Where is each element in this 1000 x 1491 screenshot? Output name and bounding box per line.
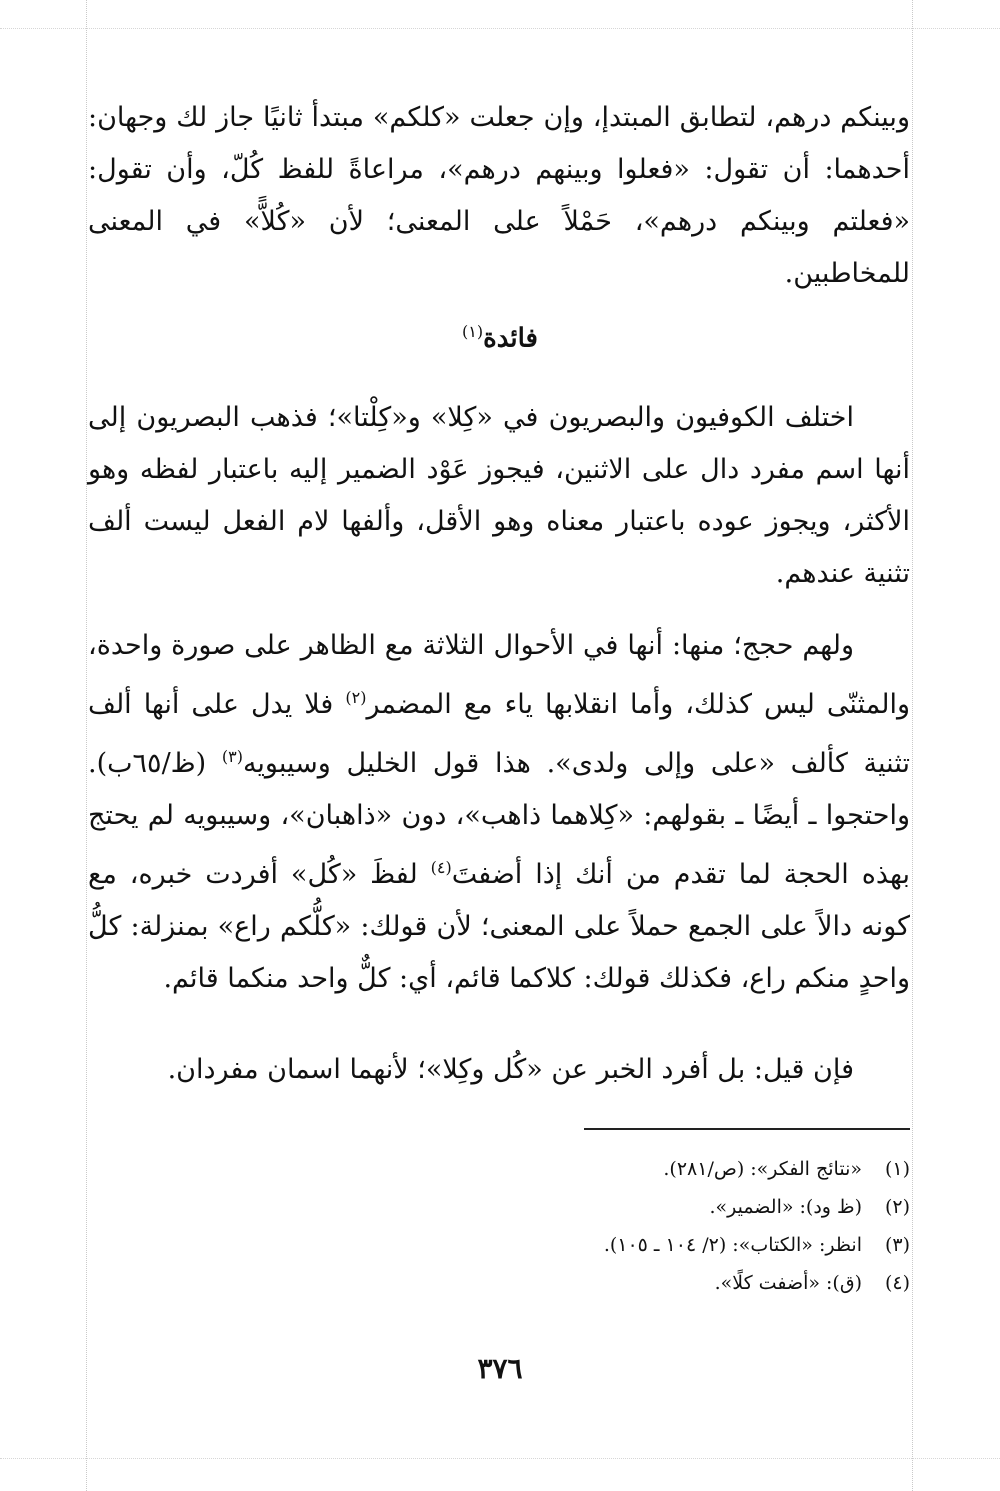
paragraph-disagreement bbox=[88, 392, 910, 600]
footnote-text: (ظ ود): «الضمير». bbox=[709, 1196, 862, 1218]
text-run: فلا يدل على أنها ألف تثنية كألف «على وإلى ولدى». هذا قول الخليل وسيبويه bbox=[88, 689, 910, 779]
text-run: لفظَ «كُل» أفردت خبره، مع كونه دالاً على الجمع حملاً على المعنى؛ لأن قولك: «كلُّكم راع» بمنزلة: كلُّ واحدٍ منكم راع، فكذلك قولك: كلاكما قائم، أي: كلٌّ واحد منكما قائم. bbox=[88, 859, 910, 994]
footnote-text: «نتائج الفكر»: (ص/٢٨١). bbox=[663, 1158, 862, 1180]
paragraph-text: وبينكم درهم، لتطابق المبتدإ، وإن جعلت «كلكم» مبتدأ ثانيًا جاز لك وجهان: أحدهما: أن تقول: «فعلوا وبينهم درهم»، مراعاةً للفظ كُلّ، وأن تقول: «فعلتم وبينكم درهم»، حَمْلاً على المعنى؛ لأن «كُلاًّ» في المعنى للمخاطبين. bbox=[88, 102, 910, 289]
footnote-number: (٤) bbox=[884, 1272, 910, 1294]
paragraph-arguments bbox=[88, 620, 910, 1005]
footnote-text: انظر: «الكتاب»: (٢/ ١٠٤ ـ ١٠٥). bbox=[603, 1234, 862, 1256]
scan-guide-line bbox=[0, 1458, 1000, 1459]
heading-text: فائدة bbox=[483, 323, 538, 354]
paragraph-text: اختلف الكوفيون والبصريون في «كِلا» و«كِلْتا»؛ فذهب البصريون إلى أنها اسم مفرد دال على الاثنين، فيجوز عَوْد الضمير إليه باعتبار لفظه وهو الأكثر، ويجوز عوده باعتبار معناه وهو الأقل، وألفها لام الفعل ليست ألف تثنية عندهم. bbox=[88, 402, 910, 589]
footnote-text: (ق): «أضفت كلًا». bbox=[714, 1272, 862, 1294]
footnote-number: (٢) bbox=[884, 1196, 910, 1218]
scan-guide-line bbox=[912, 0, 913, 1491]
paragraph-text: فإن قيل: بل أفرد الخبر عن «كُل وكِلا»؛ لأنهما اسمان مفردان. bbox=[167, 1054, 854, 1085]
footnotes bbox=[380, 1150, 910, 1302]
footnote-number: (٣) bbox=[884, 1234, 910, 1256]
text-run: (ظ/٦٥ب). واحتجوا ـ أيضًا ـ بقولهم: «كِلاهما ذاهب»، دون «ذاهبان»، وسيبويه لم يحتج بهذه الحجة لما تقدم من أنك إذا أضفتَ bbox=[88, 748, 910, 890]
footnote-item bbox=[380, 1264, 910, 1302]
footnote-item bbox=[380, 1226, 910, 1264]
section-heading bbox=[0, 322, 1000, 354]
scan-guide-line bbox=[0, 28, 1000, 29]
footnote-separator bbox=[584, 1128, 910, 1130]
footnote-ref: (٢) bbox=[345, 688, 367, 707]
footnote-ref: (٣) bbox=[221, 747, 243, 766]
page-number: ٣٧٦ bbox=[477, 1352, 523, 1385]
scan-guide-line bbox=[86, 0, 87, 1491]
footnote-item bbox=[380, 1188, 910, 1226]
footnote-ref: (١) bbox=[462, 322, 484, 341]
text-run: ولهم حجج؛ منها: أنها في الأحوال الثلاثة مع الظاهر على صورة واحدة، والمثنّى ليس كذلك، وأما انقلابها ياء مع المضمر bbox=[88, 630, 910, 720]
paragraph-continuation bbox=[88, 92, 910, 300]
paragraph-objection bbox=[88, 1044, 910, 1096]
footnote-number: (١) bbox=[884, 1158, 910, 1180]
paragraph-text bbox=[88, 620, 910, 1005]
footnote-item bbox=[380, 1150, 910, 1188]
footnote-ref: (٤) bbox=[430, 858, 452, 877]
